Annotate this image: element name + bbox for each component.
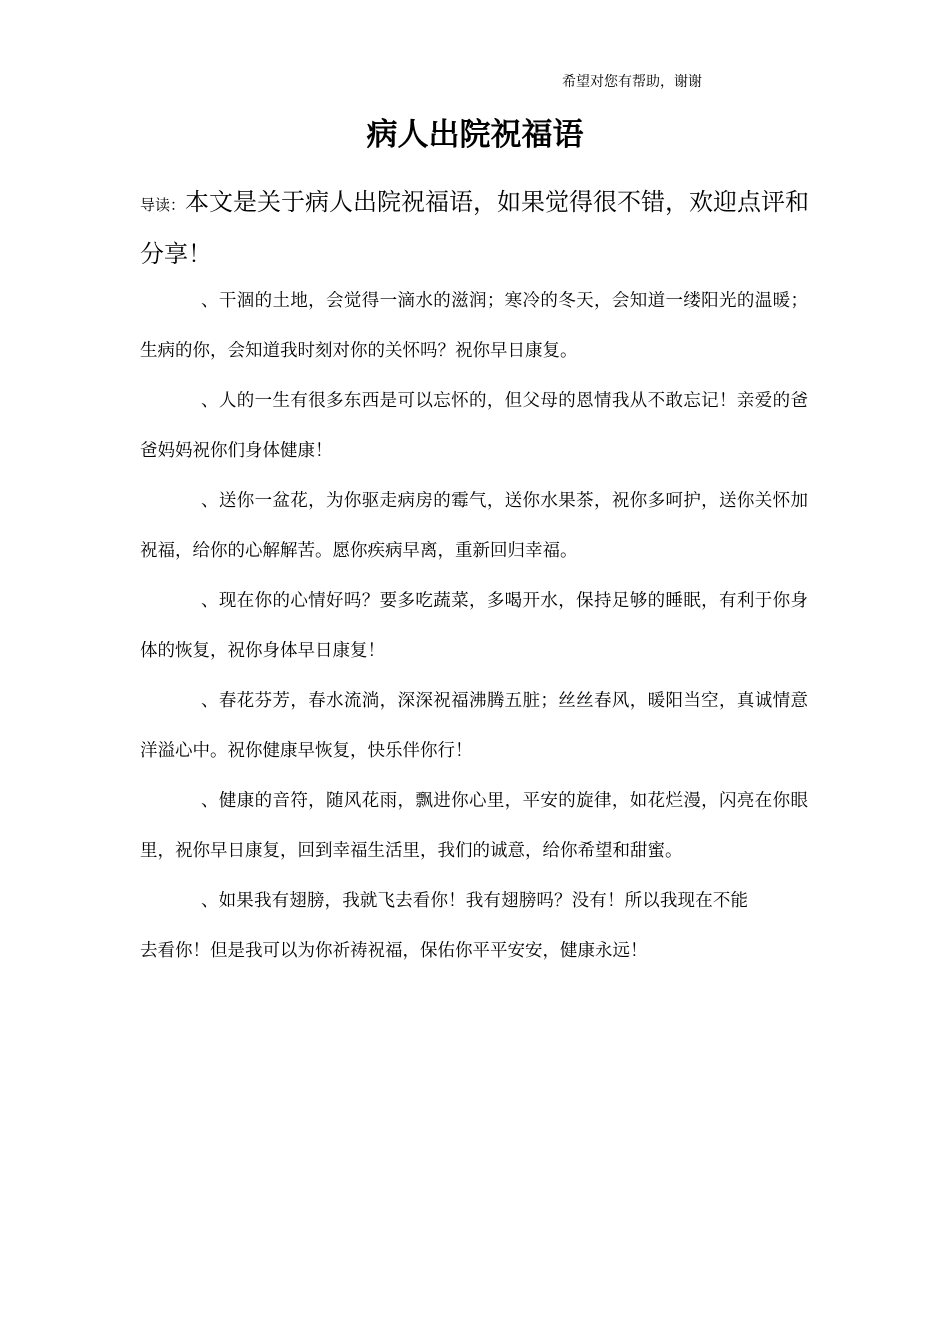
blessing-paragraph: 、现在你的心情好吗？要多吃蔬菜，多喝开水，保持足够的睡眠，有利于你身体的恢复，祝你身体早日康复！ <box>140 591 808 661</box>
intro-label: 导读： <box>140 196 186 214</box>
blessing-paragraph: 、人的一生有很多东西是可以忘怀的，但父母的恩情我从不敢忘记！亲爱的爸爸妈妈祝你们身体健康！ <box>140 391 808 461</box>
page-title: 病人出院祝福语 <box>366 117 584 153</box>
blessing-paragraph: 、健康的音符，随风花雨，飘进你心里，平安的旋律，如花烂漫，闪亮在你眼里，祝你早日康复，回到幸福生活里，我们的诚意，给你希望和甜蜜。 <box>140 791 808 861</box>
intro-text: 本文是关于病人出院祝福语，如果觉得很不错，欢迎点评和分享！ <box>140 188 810 268</box>
header-note: 希望对您有帮助，谢谢 <box>562 74 702 90</box>
blessing-paragraph: 、送你一盆花，为你驱走病房的霉气，送你水果茶，祝你多呵护，送你关怀加祝福，给你的心解解苦。愿你疾病早离，重新回归幸福。 <box>140 491 808 561</box>
intro-paragraph <box>140 178 812 279</box>
blessing-paragraph: 、如果我有翅膀，我就飞去看你！我有翅膀吗？没有！所以我现在不能去看你！但是我可以为你祈祷祝福，保佑你平平安安，健康永远！ <box>140 891 748 961</box>
blessing-list <box>140 276 808 976</box>
blessing-paragraph: 、春花芬芳，春水流淌，深深祝福沸腾五脏；丝丝春风，暖阳当空，真诚情意洋溢心中。祝你健康早恢复，快乐伴你行！ <box>140 691 808 761</box>
blessing-paragraph: 、干涸的土地，会觉得一滴水的滋润；寒冷的冬天，会知道一缕阳光的温暖；生病的你，会知道我时刻对你的关怀吗？祝你早日康复。 <box>140 291 808 361</box>
